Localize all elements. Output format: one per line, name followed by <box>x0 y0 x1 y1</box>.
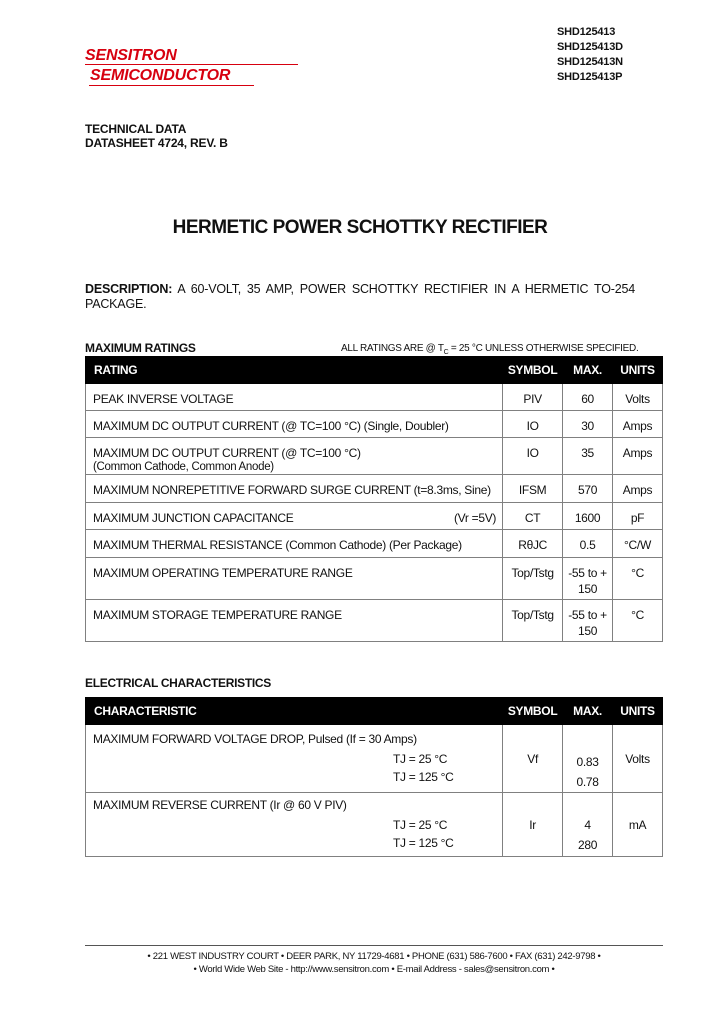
rating-name: MAXIMUM DC OUTPUT CURRENT (@ TC=100 °C) <box>93 446 361 460</box>
max-value: 0.83 <box>576 755 599 769</box>
rating-name: MAXIMUM STORAGE TEMPERATURE RANGE <box>86 600 503 642</box>
table-row <box>86 384 663 411</box>
rating-max: 0.5 <box>563 530 613 558</box>
table-row <box>86 438 663 475</box>
max-ratings-table <box>85 356 663 642</box>
characteristic-cell <box>86 793 503 857</box>
rating-units: °C <box>613 558 663 600</box>
table-row <box>86 411 663 438</box>
rating-max: 35 <box>563 438 613 475</box>
part-number: SHD125413D <box>557 41 623 53</box>
ratings-condition: ALL RATINGS ARE @ $T_C = 25$ °C UNLESS OTHERWISE SPECIFIED. <box>341 343 639 356</box>
rating-symbol: Top/Tstg <box>503 558 563 600</box>
company-name-line2: SEMICONDUCTOR <box>90 67 231 84</box>
rating-units: pF <box>613 503 663 530</box>
footer-divider <box>85 945 663 946</box>
rating-name: PEAK INVERSE VOLTAGE <box>86 384 503 411</box>
rating-name: MAXIMUM NONREPETITIVE FORWARD SURGE CURRENT (t=8.3ms, Sine) <box>86 475 503 503</box>
rating-symbol: IO <box>503 411 563 438</box>
rating-name-cell <box>86 503 503 530</box>
footer-address: • 221 WEST INDUSTRY COURT • DEER PARK, NY 11729-4681 • PHONE (631) 586-7600 • FAX (631) 242-9798 • <box>147 951 601 962</box>
table-row <box>86 503 663 530</box>
characteristic-name: MAXIMUM REVERSE CURRENT (Ir @ 60 V PIV) <box>93 798 347 812</box>
part-number-list <box>557 25 623 85</box>
header-symbol: SYMBOL <box>503 357 563 384</box>
header-units: UNITS <box>613 357 663 384</box>
header-max: MAX. <box>563 698 613 725</box>
max-value: 280 <box>578 838 598 852</box>
rating-symbol: PIV <box>503 384 563 411</box>
rating-max: 30 <box>563 411 613 438</box>
rating-units: Volts <box>613 384 663 411</box>
description <box>85 282 635 312</box>
part-number: SHD125413P <box>557 71 623 83</box>
header-characteristic: CHARACTERISTIC <box>86 698 503 725</box>
header-max: MAX. <box>563 357 613 384</box>
characteristic-name: MAXIMUM FORWARD VOLTAGE DROP, Pulsed (If = 30 Amps) <box>93 732 417 746</box>
part-number: SHD125413N <box>557 56 623 68</box>
electrical-heading: ELECTRICAL CHARACTERISTICS <box>85 676 271 690</box>
rating-max: 60 <box>563 384 613 411</box>
characteristic-symbol: Ir <box>503 793 563 857</box>
header-symbol: SYMBOL <box>503 698 563 725</box>
rating-condition: (Vr =5V) <box>453 511 497 525</box>
table-row <box>86 475 663 503</box>
characteristic-units: Volts <box>613 725 663 793</box>
max-value: 4 <box>584 818 591 832</box>
rating-note: (Common Cathode, Common Anode) <box>93 461 274 473</box>
table-row <box>86 725 663 793</box>
header-rating: RATING <box>86 357 503 384</box>
rating-symbol: IFSM <box>503 475 563 503</box>
description-text: A 60-VOLT, 35 AMP, POWER SCHOTTKY RECTIFIER IN A HERMETIC TO-254 PACKAGE. <box>85 282 635 311</box>
rating-name-cell <box>86 438 503 475</box>
rating-units: Amps <box>613 438 663 475</box>
characteristic-symbol: Vf <box>503 725 563 793</box>
rating-units: Amps <box>613 411 663 438</box>
rating-units: Amps <box>613 475 663 503</box>
electrical-table <box>85 697 663 857</box>
rating-name: MAXIMUM THERMAL RESISTANCE (Common Cathode) (Per Package) <box>86 530 503 558</box>
rating-max: -55 to + 150 <box>563 558 613 600</box>
footer-web: • World Wide Web Site - http://www.sensitron.com • E-mail Address - sales@sensitron.com • <box>193 964 555 975</box>
table-row <box>86 530 663 558</box>
max-cell <box>563 793 613 857</box>
table-row <box>86 600 663 642</box>
company-name-line1: SENSITRON <box>85 47 177 64</box>
max-ratings-heading: MAXIMUM RATINGS <box>85 341 196 355</box>
temp-condition: TJ = 125 °C <box>393 836 454 850</box>
rating-max: 570 <box>563 475 613 503</box>
rating-name: MAXIMUM JUNCTION CAPACITANCE <box>93 511 294 525</box>
temp-condition: TJ = 25 °C <box>393 818 448 832</box>
temp-condition: TJ = 25 °C <box>393 752 448 766</box>
rating-symbol: RθJC <box>503 530 563 558</box>
page-title: HERMETIC POWER SCHOTTKY RECTIFIER <box>172 217 548 238</box>
characteristic-units: mA <box>613 793 663 857</box>
rating-units: °C <box>613 600 663 642</box>
description-label: DESCRIPTION: <box>85 282 173 296</box>
table-row <box>86 558 663 600</box>
rating-max: -55 to + 150 <box>563 600 613 642</box>
header-units: UNITS <box>613 698 663 725</box>
max-value: 0.78 <box>576 775 599 789</box>
rating-name: MAXIMUM DC OUTPUT CURRENT (@ TC=100 °C) (Single, Doubler) <box>86 411 503 438</box>
rating-symbol: CT <box>503 503 563 530</box>
datasheet-number: DATASHEET 4724, REV. B <box>85 136 228 150</box>
table-row <box>86 793 663 857</box>
rating-units: °C/W <box>613 530 663 558</box>
part-number: SHD125413 <box>557 26 616 38</box>
logo-rule-top <box>85 64 298 65</box>
rating-max: 1600 <box>563 503 613 530</box>
logo-rule-bottom <box>89 85 254 86</box>
rating-symbol: IO <box>503 438 563 475</box>
rating-symbol: Top/Tstg <box>503 600 563 642</box>
max-cell <box>563 725 613 793</box>
rating-name: MAXIMUM OPERATING TEMPERATURE RANGE <box>86 558 503 600</box>
temp-condition: TJ = 125 °C <box>393 770 454 784</box>
document-info <box>85 122 228 150</box>
technical-data-label: TECHNICAL DATA <box>85 122 187 136</box>
characteristic-cell <box>86 725 503 793</box>
